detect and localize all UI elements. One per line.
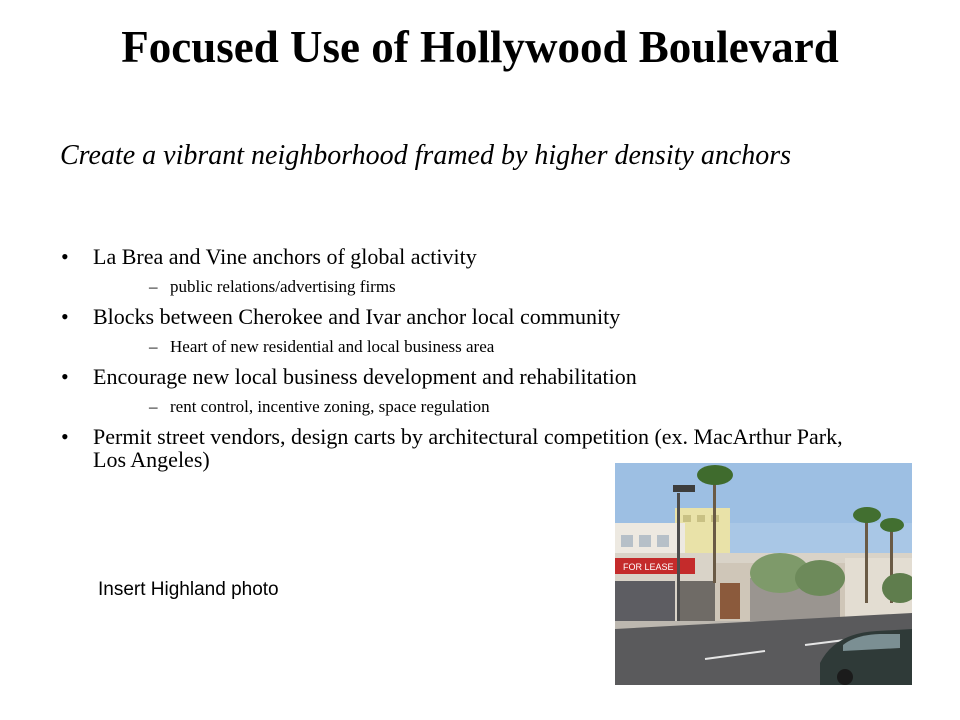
- sub-bullet: [93, 277, 860, 297]
- bullet-text: Permit street vendors, design carts by architectural competition (ex. MacArthur Park, Los Angeles): [93, 424, 843, 472]
- bullet-item: [60, 305, 860, 357]
- sub-bullet-text: public relations/advertising firms: [170, 277, 396, 296]
- photo-palm-tree: [865, 513, 868, 603]
- sub-bullet: [93, 337, 860, 357]
- street-photo: [615, 463, 912, 685]
- slide-title: Focused Use of Hollywood Boulevard: [121, 22, 839, 72]
- bullet-dot: •: [61, 424, 69, 449]
- slide-subtitle: Create a vibrant neighborhood framed by higher density anchors: [60, 140, 792, 171]
- bullet-text: La Brea and Vine anchors of global activity: [93, 244, 477, 269]
- sub-bullet-text: Heart of new residential and local business area: [170, 337, 495, 356]
- bullet-item: [60, 365, 860, 417]
- bullet-dot: •: [61, 304, 69, 329]
- photo-street-lamp: [677, 493, 680, 638]
- sub-bullet-text: rent control, incentive zoning, space regulation: [170, 397, 490, 416]
- bullet-text: Blocks between Cherokee and Ivar anchor local community: [93, 304, 621, 329]
- bullet-text: Encourage new local business development and rehabilitation: [93, 364, 637, 389]
- bullet-dot: •: [61, 364, 69, 389]
- sub-bullet: [93, 397, 860, 417]
- bullet-list: [60, 245, 860, 479]
- sub-bullet-dash: –: [149, 397, 158, 416]
- sub-bullet-dash: –: [149, 337, 158, 356]
- photo-palm-tree: [713, 473, 716, 583]
- photo-placeholder-note: Insert Highland photo: [98, 579, 279, 600]
- bullet-dot: •: [61, 244, 69, 269]
- sub-bullet-dash: –: [149, 277, 158, 296]
- bullet-item: [60, 245, 860, 297]
- photo-sign-text: FOR LEASE: [623, 562, 674, 572]
